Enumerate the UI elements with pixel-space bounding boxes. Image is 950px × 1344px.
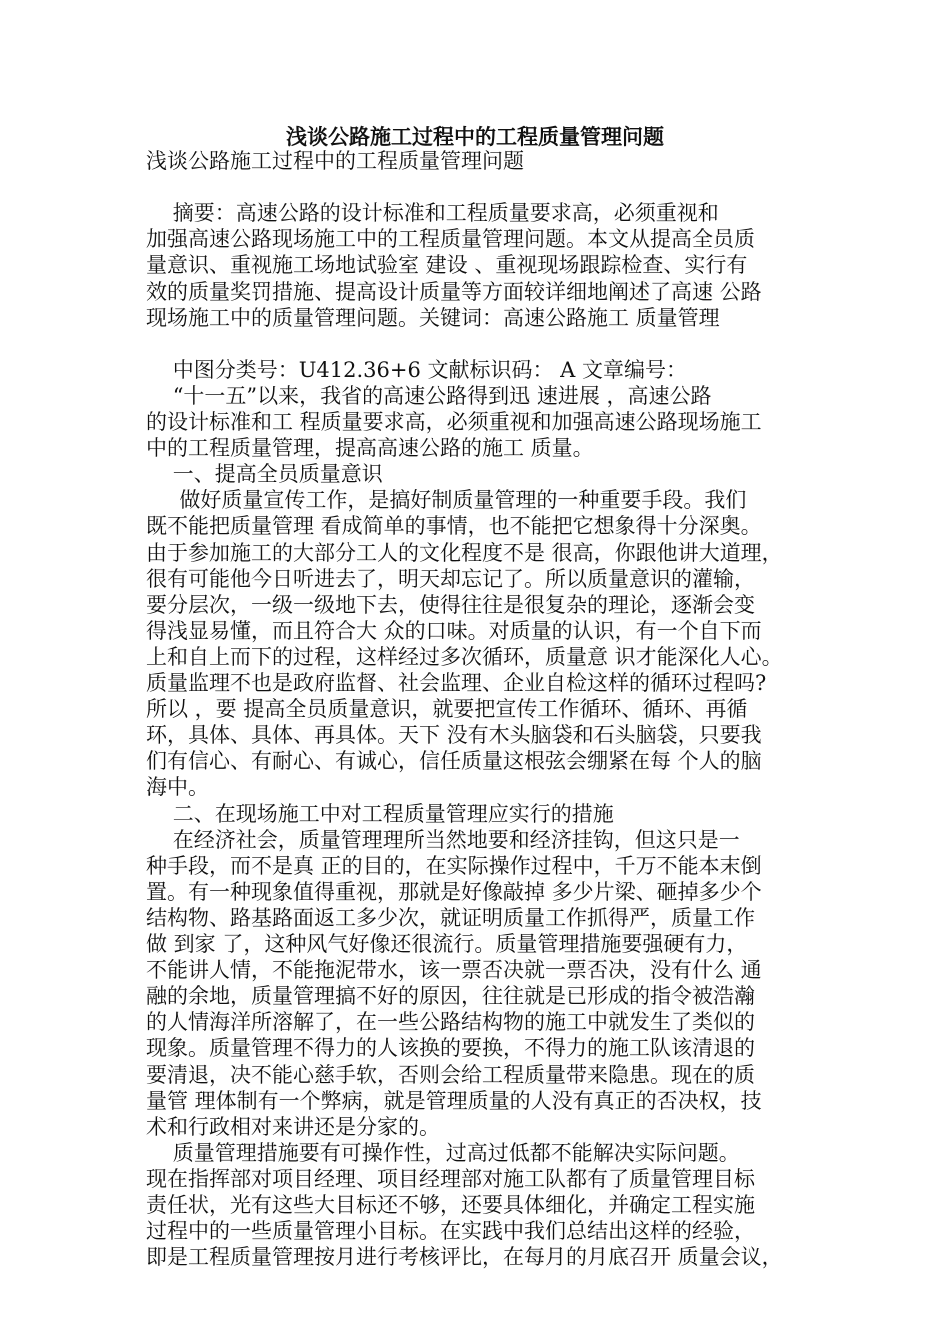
body-text-line: 责任状，光有这些大目标还不够，还要具体细化，并确定工程实施 [146,1193,755,1217]
body-text-line: 所以 ，要 提高全员质量意识，就要把宣传工作循环、循环、再循 [146,697,748,722]
body-text-line: 要分层次，一级一级地下去，使得往往是很复杂的理论，逐渐会变 [146,592,755,617]
body-text-line: “十一五”以来，我省的高速公路得到迅 速进展 ，高速公路 [146,383,712,408]
body-text-line: 的人情海洋所溶解了，在一些公路结构物的施工中就发生了类似的 [146,1010,755,1035]
document-title: 浅谈公路施工过程中的工程质量管理问题 [286,124,664,149]
body-text-line: 做 到家 了，这种风气好像还很流行。质量管理措施要强硬有力， [146,932,748,956]
body-text-line: 现在指挥部对项目经理、项目经理部对施工队都有了质量管理目标 [146,1166,755,1191]
body-text-line: 即是工程质量管理按月进行考核评比，在每月的月底召开 质量会议， [146,1245,783,1270]
body-text-line: 加强高速公路现场施工中的工程质量管理问题。本文从提高全员质 [146,227,755,252]
body-text-line: 们有信心、有耐心、有诚心，信任质量这根弦会绷紧在每 个人的脑 [146,749,762,774]
body-text-line: 要清退，决不能心慈手软，否则会给工程质量带来隐患。现在的质 [146,1062,755,1087]
body-text-line: 海中。 [146,775,209,800]
body-text-line: 种手段，而不是真 正的目的，在实际操作过程中，千万不能本末倒 [146,853,762,878]
body-text-line: 一、提高全员质量意识 [146,462,383,487]
body-text-line: 在经济社会，质量管理理所当然地要和经济挂钩，但这只是一 [146,827,740,852]
body-text-line: 置。有一种现象值得重视，那就是好像敲掉 多少片梁、砸掉多少个 [146,879,762,904]
body-text-line: 过程中的一些质量管理小目标。在实践中我们总结出这样的经验， [146,1219,755,1244]
body-text-line: 质量监理不也是政府监督、社会监理、企业自检这样的循环过程吗? [146,671,767,695]
body-text-line: 二、在现场施工中对工程质量管理应实行的措施 [146,801,614,826]
body-text-line: 质量管理措施要有可操作性，过高过低都不能解决实际问题。 [146,1140,740,1165]
body-text-line: 不能讲人情，不能拖泥带水，该一票否决就一票否决，没有什么 通 [146,958,762,983]
body-text-line: 量管 理体制有一个弊病，就是管理质量的人没有真正的否决权，技 [146,1088,762,1113]
body-text-line: 结构物、路基路面返工多少次，就证明质量工作抓得严，质量工作 [146,905,755,930]
body-text-line: 很有可能他今日听进去了，明天却忘记了。所以质量意识的灌输， [146,566,755,591]
body-text-line: 中的工程质量管理，提高高速公路的施工 质量。 [146,436,594,461]
body-text-line: 由于参加施工的大部分工人的文化程度不是 很高，你跟他讲大道理， [146,540,783,565]
body-text-line: 做好质量宣传工作，是搞好制质量管理的一种重要手段。我们 [146,488,747,513]
body-text-line: 浅谈公路施工过程中的工程质量管理问题 [146,149,524,173]
body-text-line: 既不能把质量管理 看成简单的事情，也不能把它想象得十分深奥。 [146,514,762,539]
body-text-line: 得浅显易懂，而且符合大 众的口味。对质量的认识，有一个自下而 [146,618,762,643]
body-text-line: 融的余地，质量管理搞不好的原因，往往就是已形成的指令被浩瀚 [146,984,755,1009]
body-text-line: 现场施工中的质量管理问题。关键词：高速公路施工 质量管理 [146,305,720,330]
body-text-line: 摘要：高速公路的设计标准和工程质量要求高，必须重视和 [146,201,719,226]
body-text-line: 效的质量奖罚措施、提高设计质量等方面较详细地阐述了高速 公路 [146,279,762,304]
body-text-line: 术和行政相对来讲还是分家的。 [146,1114,440,1139]
body-text-line: 的设计标准和工 程质量要求高，必须重视和加强高速公路现场施工 [146,410,762,434]
body-text-line: 中图分类号：U412.36+6 文献标识码： A 文章编号： [146,357,688,382]
body-text-line: 环，具体、具体、再具体。天下 没有木头脑袋和石头脑袋，只要我 [146,723,762,748]
body-text-line: 量意识、重视施工场地试验室 建设 、重视现场跟踪检查、实行有 [146,253,748,278]
body-text-line: 现象。质量管理不得力的人该换的要换，不得力的施工队该清退的 [146,1036,755,1061]
body-text-line: 上和自上而下的过程，这样经过多次循环，质量意 识才能深化人心。 [146,644,783,669]
